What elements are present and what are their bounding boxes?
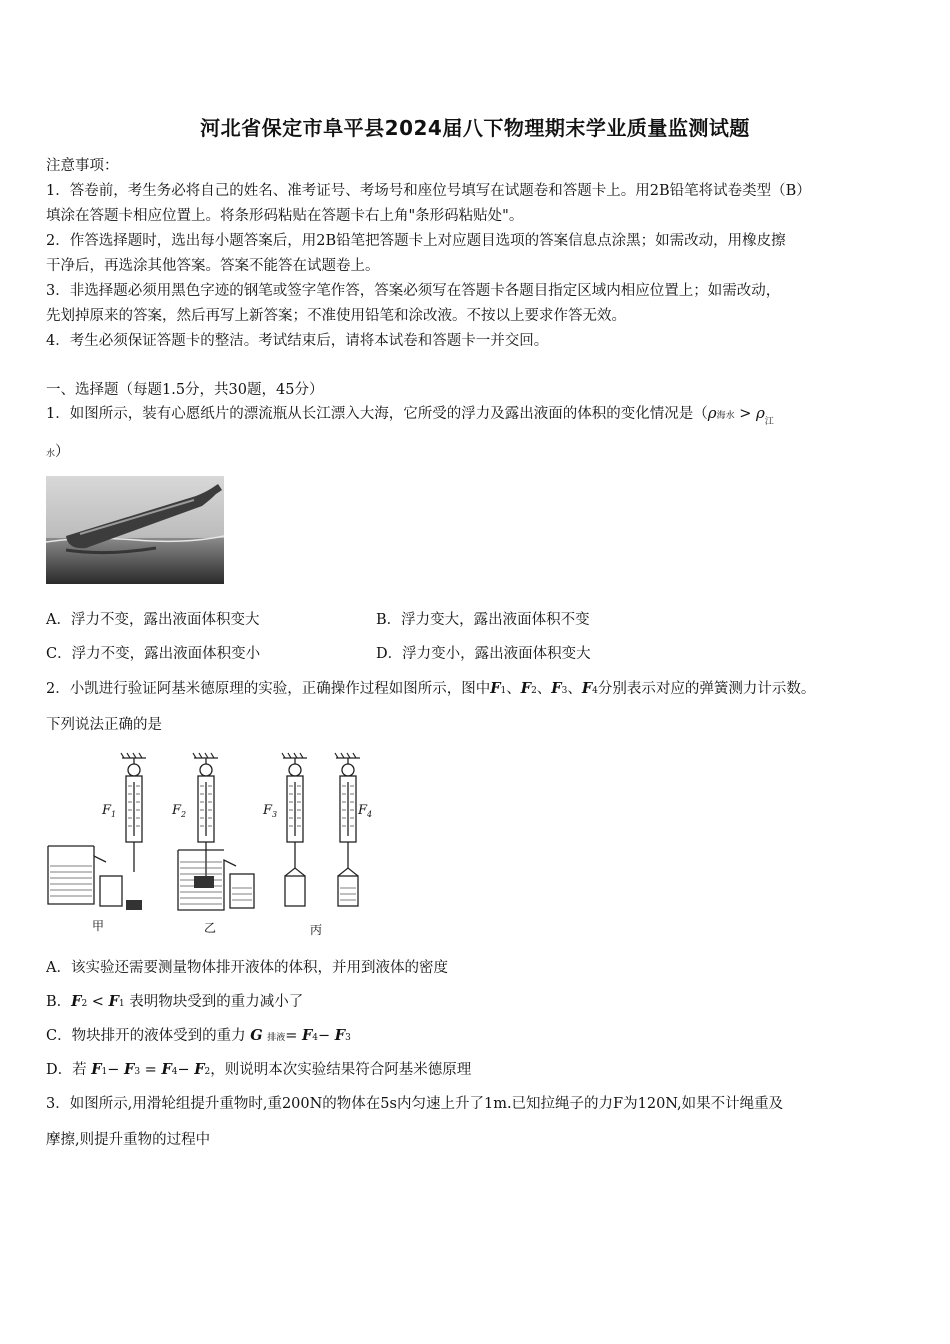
f4-label: $F_4$ xyxy=(358,803,373,819)
page-title: 河北省保定市阜平县2024届八下物理期末学业质量监测试题 xyxy=(200,116,750,140)
q2-option-c-prefix: C．物块排开的液体受到的重力 xyxy=(46,1028,246,1044)
q2-option-b[interactable]: B．F2 < F1 表明物块受到的重力减小了 xyxy=(46,993,304,1010)
notice-item-1a: 1．答卷前，考生务必将自己的姓名、准考证号、考场号和座位号填写在试题卷和答题卡上。用2B铅笔将试卷类型（B） xyxy=(46,183,811,199)
q2-stem-b: 下列说法正确的是 xyxy=(46,717,162,733)
rho-river-sub-a: 江 xyxy=(764,417,774,427)
notice-item-3a: 3．非选择题必须用黑色字迹的钢笔或签字笔作答，答案必须写在答题卡各题目指定区域内相应位置上；如需改动， xyxy=(46,283,781,299)
archimedes-apparatus-figure xyxy=(44,752,384,937)
f1-label: $F_1$ xyxy=(102,803,117,819)
f3-label: $F_3$ xyxy=(263,803,278,819)
block-weight-1 xyxy=(126,900,142,910)
f3-symbol: F xyxy=(551,680,562,697)
notice-item-3b: 先划掉原来的答案，然后再写上新答案；不准使用铅笔和涂改液。不按以上要求作答无效。 xyxy=(46,308,626,324)
f4-symbol: F xyxy=(581,680,593,697)
q1-stem-text: 1．如图所示，装有心愿纸片的漂流瓶从长江漂入大海，它所受的浮力及露出液面的体积的变化情况是（ xyxy=(46,406,708,422)
q2-option-b-text: 表明物块受到的重力减小了 xyxy=(129,994,304,1010)
caption-yi: 乙 xyxy=(204,921,217,935)
notice-item-2a: 2．作答选择题时，选出每小题答案后，用2B铅笔把答题卡上对应题目选项的答案信息点涂黑；如需改动，用橡皮擦 xyxy=(46,233,786,249)
q2-option-d-text: ，则说明本次实验结果符合阿基米德原理 xyxy=(210,1062,472,1078)
q1-stem-cont xyxy=(46,440,70,461)
notice-heading: 注意事项： xyxy=(46,158,119,174)
rho-sea-sub: 海水 xyxy=(716,411,735,421)
rho-river-sub-b: 水 xyxy=(46,449,56,459)
caption-jia: 甲 xyxy=(92,919,105,933)
q1-option-d[interactable]: D．浮力变小，露出液面体积变大 xyxy=(376,646,591,662)
drift-bottle-photo xyxy=(46,476,224,584)
q1-close-paren: ） xyxy=(55,444,70,460)
f2-symbol: F xyxy=(520,680,532,697)
notice-item-2b: 干净后，再选涂其他答案。答案不能答在试题卷上。 xyxy=(46,258,380,274)
rho-symbol: ρ xyxy=(707,404,717,422)
notice-item-1b: 填涂在答题卡相应位置上。将条形码粘贴在答题卡右上角"条形码粘贴处"。 xyxy=(46,208,524,224)
gt-symbol: > xyxy=(739,406,752,422)
q2-stem-list: 分别表示对应的弹簧测力计示数。 xyxy=(597,681,816,697)
q1-option-c[interactable]: C．浮力不变，露出液面体积变小 xyxy=(46,646,261,662)
q2-option-d-prefix: D．若 xyxy=(46,1062,87,1078)
q2-option-b-prefix: B． xyxy=(46,994,72,1010)
q2-stem-text: 2．小凯进行验证阿基米德原理的实验，正确操作过程如图所示，图中 xyxy=(46,681,491,697)
q1-stem xyxy=(46,402,774,427)
q2-option-d[interactable]: D．若 F1− F3 = F4− F2，则说明本次实验结果符合阿基米德原理 xyxy=(46,1061,472,1078)
q3-stem-b: 摩擦,则提升重物的过程中 xyxy=(46,1132,211,1148)
rho-symbol-2: ρ xyxy=(755,404,765,422)
notice-item-4: 4．考生必须保证答题卡的整洁。考试结束后，请将本试卷和答题卡一并交回。 xyxy=(46,333,549,349)
q1-option-a[interactable]: A．浮力不变，露出液面体积变大 xyxy=(46,612,260,628)
q2-option-c-sub: 排液 xyxy=(267,1033,286,1043)
section-heading: 一、选择题（每题1.5分，共30题，45分） xyxy=(46,382,324,398)
q1-option-b[interactable]: B．浮力变大，露出液面体积不变 xyxy=(376,612,590,628)
q2-option-a[interactable]: A．该实验还需要测量物体排开液体的体积，并用到液体的密度 xyxy=(46,960,448,976)
q2-option-c[interactable]: C．物块排开的液体受到的重力 G 排液= F4− F3 xyxy=(46,1027,351,1044)
f2-label: $F_2$ xyxy=(172,803,187,819)
f1-symbol: F xyxy=(490,680,501,697)
q3-stem-a: 3．如图所示,用滑轮组提升重物时,重200N的物体在5s内匀速上升了1m.已知拉绳子的力F为120N,如果不计绳重及 xyxy=(46,1096,784,1112)
caption-bing: 丙 xyxy=(310,923,323,937)
q2-stem: 2．小凯进行验证阿基米德原理的实验，正确操作过程如图所示，图中F1、F2、F3、F4分别表示对应的弹簧测力计示数。 xyxy=(46,680,816,697)
